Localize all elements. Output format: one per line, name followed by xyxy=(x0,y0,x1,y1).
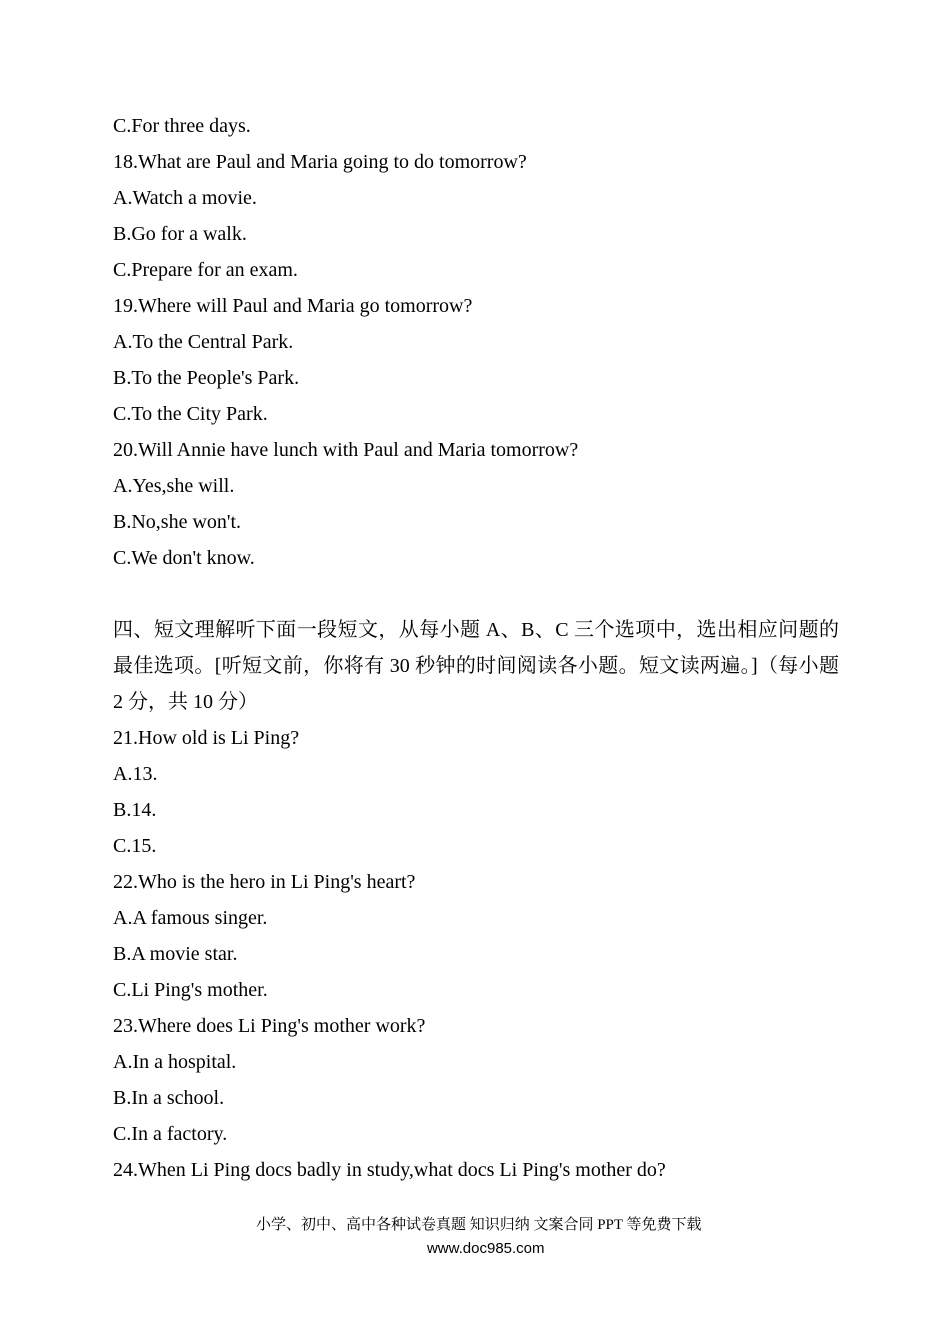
option-20-a: A.Yes,she will. xyxy=(113,475,235,497)
option-23-b: B.In a school. xyxy=(113,1087,225,1109)
footer-site-url[interactable]: www.doc985.com xyxy=(426,1240,545,1257)
footer-watermark xyxy=(0,1189,950,1257)
question-20: 20.Will Annie have lunch with Paul and Maria tomorrow? xyxy=(113,439,579,461)
section-4-heading: 四、短文理解听下面一段短文，从每小题 A、B、C 三个选项中，选出相应问题的最佳选项。[听短文前，你将有 30 秒钟的时间阅读各小题。短文读两遍。]（每小题 2 分，共 10 分） xyxy=(113,619,839,713)
question-24: 24.When Li Ping docs badly in study,what docs Li Ping's mother do? xyxy=(113,1159,666,1181)
question-18: 18.What are Paul and Maria going to do tomorrow? xyxy=(113,151,527,173)
option-20-c: C.We don't know. xyxy=(113,547,255,569)
option-22-a: A.A famous singer. xyxy=(113,907,268,929)
question-21: 21.How old is Li Ping? xyxy=(113,727,300,749)
option-19-b: B.To the People's Park. xyxy=(113,367,300,389)
option-23-a: A.In a hospital. xyxy=(113,1051,237,1073)
option-17-c: C.For three days. xyxy=(113,115,251,137)
question-22: 22.Who is the hero in Li Ping's heart? xyxy=(113,871,416,893)
question-19: 19.Where will Paul and Maria go tomorrow? xyxy=(113,295,473,317)
option-20-b: B.No,she won't. xyxy=(113,511,242,533)
option-18-c: C.Prepare for an exam. xyxy=(113,259,298,281)
option-19-c: C.To the City Park. xyxy=(113,403,268,425)
question-23: 23.Where does Li Ping's mother work? xyxy=(113,1015,426,1037)
option-22-b: B.A movie star. xyxy=(113,943,238,965)
option-18-b: B.Go for a walk. xyxy=(113,223,247,245)
option-18-a: A.Watch a movie. xyxy=(113,187,257,209)
option-21-c: C.15. xyxy=(113,835,157,857)
footer-promo-text: 小学、初中、高中各种试卷真题 知识归纳 文案合同 PPT 等免费下载 xyxy=(255,1217,702,1233)
option-22-c: C.Li Ping's mother. xyxy=(113,979,268,1001)
option-21-a: A.13. xyxy=(113,763,158,785)
option-19-a: A.To the Central Park. xyxy=(113,331,294,353)
blank-spacer xyxy=(113,576,839,612)
option-23-c: C.In a factory. xyxy=(113,1123,228,1145)
option-21-b: B.14. xyxy=(113,799,157,821)
exam-page-content xyxy=(113,108,839,1188)
